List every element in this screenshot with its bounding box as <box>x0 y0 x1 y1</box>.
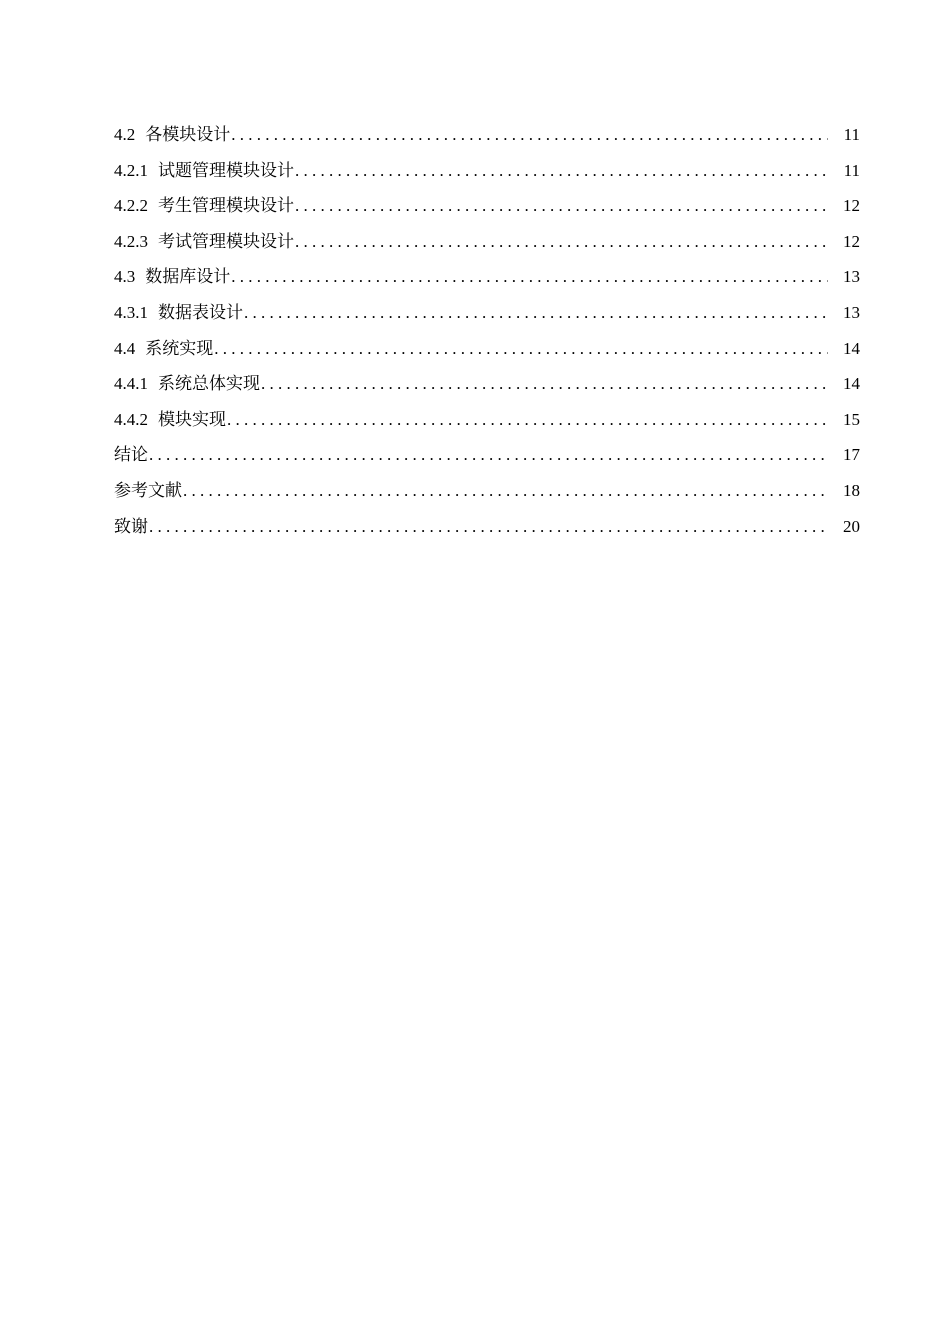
toc-entry-page: 20 <box>843 516 860 536</box>
toc-entry-title: 各模块设计 <box>145 125 231 144</box>
toc-dot-leader <box>295 188 828 224</box>
toc-dot-leader <box>149 437 828 473</box>
toc-entry-title: 结论 <box>114 445 148 465</box>
toc-entry-number: 4.2 <box>114 125 136 144</box>
toc-dot-leader <box>183 473 828 509</box>
toc-entry-number: 4.2.3 <box>114 231 148 251</box>
toc-entry-number: 4.4.1 <box>114 374 148 394</box>
toc-entry-title: 系统总体实现 <box>158 374 260 394</box>
toc-entry-title: 考试管理模块设计 <box>158 231 294 251</box>
toc-dot-leader <box>261 366 828 402</box>
toc-entry-page: 13 <box>843 267 860 287</box>
toc-entry-title: 试题管理模块设计 <box>158 160 294 180</box>
toc-dot-leader <box>244 295 828 331</box>
toc-entry[interactable] <box>114 153 860 189</box>
toc-dot-leader <box>295 224 828 260</box>
toc-entry[interactable] <box>114 366 860 402</box>
toc-entry-number: 4.2.1 <box>114 160 148 180</box>
toc-dot-leader <box>231 259 828 295</box>
toc-entry-page: 11 <box>843 125 860 144</box>
toc-entry-page: 14 <box>843 374 860 394</box>
toc-entry[interactable] <box>114 224 860 260</box>
toc-entry[interactable] <box>114 117 860 153</box>
toc-dot-leader <box>214 331 828 367</box>
toc-entry-number: 4.3 <box>114 267 136 287</box>
toc-entry-title: 系统实现 <box>145 338 214 358</box>
toc-entry-page: 12 <box>843 196 860 216</box>
toc-entry[interactable] <box>114 402 860 438</box>
toc-dot-leader <box>231 117 828 153</box>
toc-entry-title: 致谢 <box>114 516 148 536</box>
toc-entry-page: 18 <box>843 480 860 500</box>
toc-entry-page: 14 <box>843 338 860 358</box>
toc-entry[interactable] <box>114 259 860 295</box>
toc-entry-title: 参考文献 <box>114 480 182 500</box>
toc-dot-leader <box>227 402 828 438</box>
toc-entry-title: 数据表设计 <box>158 302 243 322</box>
toc-entry-title: 模块实现 <box>158 409 226 429</box>
toc-entry[interactable] <box>114 188 860 224</box>
toc-dot-leader <box>295 153 828 189</box>
toc-entry[interactable] <box>114 473 860 509</box>
toc-entry[interactable] <box>114 509 860 545</box>
toc-entry-page: 11 <box>843 160 860 180</box>
table-of-contents <box>114 117 860 544</box>
toc-entry-page: 12 <box>843 231 860 251</box>
toc-entry[interactable] <box>114 437 860 473</box>
toc-entry-title: 考生管理模块设计 <box>158 196 294 216</box>
toc-entry[interactable] <box>114 295 860 331</box>
toc-entry-page: 13 <box>843 302 860 322</box>
toc-entry-page: 15 <box>843 409 860 429</box>
toc-entry-number: 4.4.2 <box>114 409 148 429</box>
toc-entry-number: 4.2.2 <box>114 196 148 216</box>
toc-entry-number: 4.3.1 <box>114 302 148 322</box>
toc-entry[interactable] <box>114 331 860 367</box>
toc-entry-title: 数据库设计 <box>145 267 231 287</box>
toc-entry-page: 17 <box>843 445 860 465</box>
toc-entry-number: 4.4 <box>114 338 136 358</box>
toc-dot-leader <box>149 509 828 545</box>
